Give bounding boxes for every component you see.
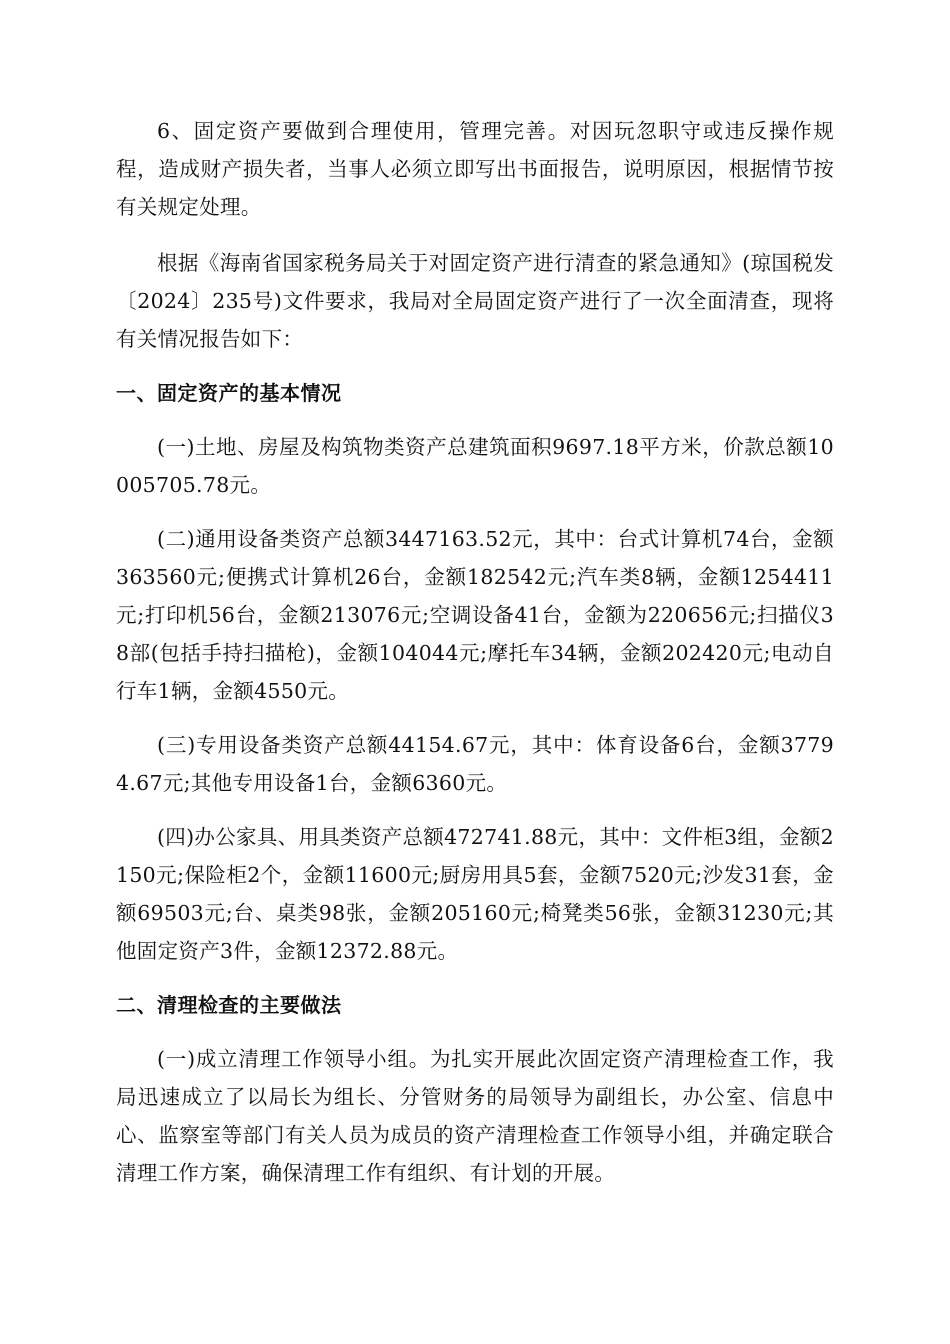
paragraph-general-equipment: (二)通用设备类资产总额3447163.52元，其中：台式计算机74台，金额363560元;便携式计算机26台，金额182542元;汽车类8辆，金额1254411元;打印机56台，金额213076元;空调设备41台，金额为220656元;扫描仪38部(包括手持扫描枪)，金额104044元;摩托车34辆，金额202420元;电动自行车1辆，金额4550元。 [116,527,834,703]
paragraph-inspection-intro: 根据《海南省国家税务局关于对固定资产进行清查的紧急通知》(琼国税发〔2024〕235号)文件要求，我局对全局固定资产进行了一次全面清查，现将有关情况报告如下： [116,251,834,351]
paragraph-special-equipment: (三)专用设备类资产总额44154.67元，其中：体育设备6台，金额37794.67元;其他专用设备1台，金额6360元。 [116,733,834,795]
paragraph-office-furniture: (四)办公家具、用具类资产总额472741.88元，其中：文件柜3组，金额2150元;保险柜2个，金额11600元;厨房用具5套，金额7520元;沙发31套，金额69503元;台、桌类98张，金额205160元;椅凳类56张，金额31230元;其他固定资产3件，金额12372.88元。 [116,825,834,963]
paragraph-leadership-group: (一)成立清理工作领导小组。为扎实开展此次固定资产清理检查工作，我局迅速成立了以局长为组长、分管财务的局领导为副组长，办公室、信息中心、监察室等部门有关人员为成员的资产清理检查工作领导小组，并确定联合清理工作方案，确保清理工作有组织、有计划的开展。 [116,1047,834,1185]
paragraph-asset-usage-rule: 6、固定资产要做到合理使用，管理完善。对因玩忽职守或违反操作规程，造成财产损失者，当事人必须立即写出书面报告，说明原因，根据情节按有关规定处理。 [116,119,834,219]
section-heading-main-practices: 二、清理检查的主要做法 [116,993,342,1017]
paragraph-land-buildings: (一)土地、房屋及构筑物类资产总建筑面积9697.18平方米，价款总额10005705.78元。 [116,435,834,497]
document-page [116,112,834,1192]
section-heading-basic-situation: 一、固定资产的基本情况 [116,381,342,405]
